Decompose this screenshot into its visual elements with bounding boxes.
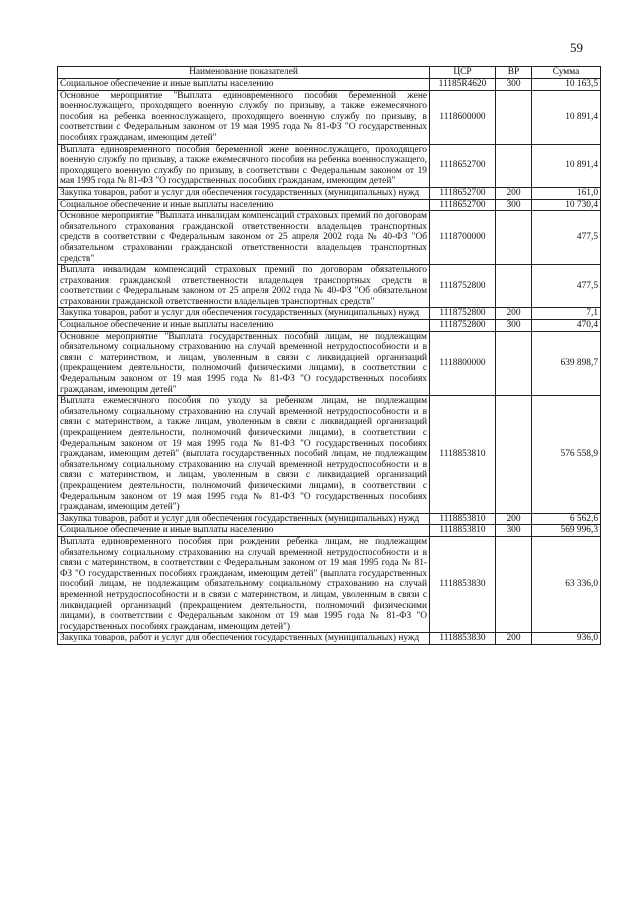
row-csr: 1118853830 <box>430 536 496 632</box>
row-name: Выплата инвалидам компенсаций страховых премий по договорам обязательного страхования гражданской ответственности владельцев транспортных средств в соответствии с Федеральным законом от 25 апреля 2002 года № 40-ФЗ "Об обязательном страховании гражданской ответственности владельцев транспортных средств" <box>58 265 430 308</box>
row-name: Закупка товаров, работ и услуг для обеспечения государственных (муниципальных) нужд <box>58 513 430 525</box>
row-sum: 936,0 <box>532 633 601 645</box>
row-sum: 576 558,9 <box>532 396 601 514</box>
table-header <box>58 67 601 79</box>
row-vr: 300 <box>496 79 532 91</box>
header-name: Наименование показателей <box>58 67 430 79</box>
row-name: Закупка товаров, работ и услуг для обеспечения государственных (муниципальных) нужд <box>58 187 430 199</box>
row-sum: 10 163,5 <box>532 79 601 91</box>
row-csr: 1118652700 <box>430 187 496 199</box>
table-row <box>58 536 601 632</box>
row-csr: 1118700000 <box>430 211 496 265</box>
row-vr: 300 <box>496 525 532 537</box>
row-name: Социальное обеспечение и иные выплаты населению <box>58 79 430 91</box>
row-name: Социальное обеспечение и иные выплаты населению <box>58 525 430 537</box>
row-sum: 7,1 <box>532 308 601 320</box>
table-row <box>58 90 601 144</box>
row-csr: 1118752800 <box>430 320 496 332</box>
row-csr: 1118752800 <box>430 308 496 320</box>
row-vr <box>496 144 532 187</box>
row-vr <box>496 211 532 265</box>
row-csr: 1118853810 <box>430 525 496 537</box>
row-vr: 200 <box>496 308 532 320</box>
table-row <box>58 79 601 91</box>
row-vr <box>496 90 532 144</box>
row-vr: 300 <box>496 320 532 332</box>
row-vr <box>496 265 532 308</box>
row-sum: 63 336,0 <box>532 536 601 632</box>
row-csr: 11185R4620 <box>430 79 496 91</box>
row-csr: 1118752800 <box>430 265 496 308</box>
page-number: 59 <box>570 40 583 55</box>
row-csr: 1118800000 <box>430 331 496 396</box>
row-csr: 1118853830 <box>430 633 496 645</box>
row-name: Выплата единовременного пособия при рождении ребенка лицам, не подлежащим обязательному социальному страхованию на случай временной нетрудоспособности и в связи с материнством, в соответствии с Федеральным законом от 19 мая 1995 года № 81-ФЗ "О государственных пособиях гражданам, имеющим детей" (выплата государственных пособий лицам, не подлежащим обязательному социальному страхованию на случай временной нетрудоспособности и в связи с материнством, и лицам, уволенным в связи с ликвидацией организаций (прекращением деятельности, полномочий физическими лицами), в соответствии с Федеральным законом от 19 мая 1995 года № 81-ФЗ "О государственных пособиях гражданам, имеющим детей") <box>58 536 430 632</box>
row-vr: 200 <box>496 633 532 645</box>
row-name: Выплата ежемесячного пособия по уходу за ребенком лицам, не подлежащим обязательному социальному страхованию на случай временной нетрудоспособности и в связи с материнством, а также лицам, уволенным в связи с ликвидацией организаций (прекращением деятельности, полномочий физическими лицами), в соответствии с Федеральным законом от 19 мая 1995 года № 81-ФЗ "О государственных пособиях гражданам, имеющим детей" (выплата государственных пособий лицам, не подлежащим обязательному социальному страхованию на случай временной нетрудоспособности и в связи с материнством, и лицам, уволенным в связи с ликвидацией организаций (прекращением деятельности, полномочий физическими лицами), в соответствии с Федеральным законом от 19 мая 1995 года № 81-ФЗ "О государственных пособиях гражданам, имеющим детей") <box>58 396 430 514</box>
row-name: Закупка товаров, работ и услуг для обеспечения государственных (муниципальных) нужд <box>58 633 430 645</box>
table-row <box>58 513 601 525</box>
row-vr: 200 <box>496 513 532 525</box>
header-vr: ВР <box>496 67 532 79</box>
row-csr: 1118652700 <box>430 144 496 187</box>
row-vr: 300 <box>496 199 532 211</box>
row-csr: 1118600000 <box>430 90 496 144</box>
header-row <box>58 67 601 79</box>
table-row <box>58 144 601 187</box>
row-vr <box>496 396 532 514</box>
row-name: Основное мероприятие "Выплата государственных пособий лицам, не подлежащим обязательному социальному страхованию на случай временной нетрудоспособности и в связи с материнством, и лицам, уволенным в связи с ликвидацией организаций (прекращением деятельности, полномочий физическими лицами), в соответствии с Федеральным законом от 19 мая 1995 года № 81-ФЗ "О государственных пособиях гражданам, имеющим детей" <box>58 331 430 396</box>
row-name: Основное мероприятие "Выплата инвалидам компенсаций страховых премий по договорам обязательного страхования гражданской ответственности владельцев транспортных средств в соответствии с Федеральным законом от 25 апреля 2002 года № 40-ФЗ "Об обязательном страховании гражданской ответственности владельцев транспортных средств" <box>58 211 430 265</box>
header-sum: Сумма <box>532 67 601 79</box>
row-name: Выплата единовременного пособия беременной жене военнослужащего, проходящего военную службу по призыву, а также ежемесячного пособия на ребенка военнослужащего, проходящего военную службу по призыву, в соответствии с Федеральным законом от 19 мая 1995 года № 81-ФЗ "О государственных пособиях гражданам, имеющим детей" <box>58 144 430 187</box>
row-sum: 477,5 <box>532 211 601 265</box>
row-sum: 569 996,3 <box>532 525 601 537</box>
row-sum: 470,4 <box>532 320 601 332</box>
table-row <box>58 525 601 537</box>
row-sum: 10 730,4 <box>532 199 601 211</box>
table-row <box>58 199 601 211</box>
table-row <box>58 265 601 308</box>
row-vr: 200 <box>496 187 532 199</box>
table-row <box>58 633 601 645</box>
table-row <box>58 331 601 396</box>
row-name: Закупка товаров, работ и услуг для обеспечения государственных (муниципальных) нужд <box>58 308 430 320</box>
row-sum: 10 891,4 <box>532 144 601 187</box>
header-csr: ЦСР <box>430 67 496 79</box>
row-vr <box>496 536 532 632</box>
table-row <box>58 308 601 320</box>
row-sum: 6 562,6 <box>532 513 601 525</box>
row-name: Основное мероприятие "Выплата единовременного пособия беременной жене военнослужащего, проходящего военную службу по призыву, а также ежемесячного пособия на ребенка военнослужащего, проходящего военную службу по призыву, в соответствии с Федеральным законом от 19 мая 1995 года № 81-ФЗ "О государственных пособиях гражданам, имеющим детей" <box>58 90 430 144</box>
table-row <box>58 396 601 514</box>
table-row <box>58 187 601 199</box>
row-csr: 1118853810 <box>430 513 496 525</box>
row-sum: 161,0 <box>532 187 601 199</box>
table-body <box>58 79 601 645</box>
row-csr: 1118853810 <box>430 396 496 514</box>
table-row <box>58 211 601 265</box>
row-csr: 1118652700 <box>430 199 496 211</box>
budget-table <box>57 66 601 645</box>
row-name: Социальное обеспечение и иные выплаты населению <box>58 199 430 211</box>
row-sum: 10 891,4 <box>532 90 601 144</box>
row-vr <box>496 331 532 396</box>
table-row <box>58 320 601 332</box>
row-sum: 477,5 <box>532 265 601 308</box>
row-sum: 639 898,7 <box>532 331 601 396</box>
row-name: Социальное обеспечение и иные выплаты населению <box>58 320 430 332</box>
